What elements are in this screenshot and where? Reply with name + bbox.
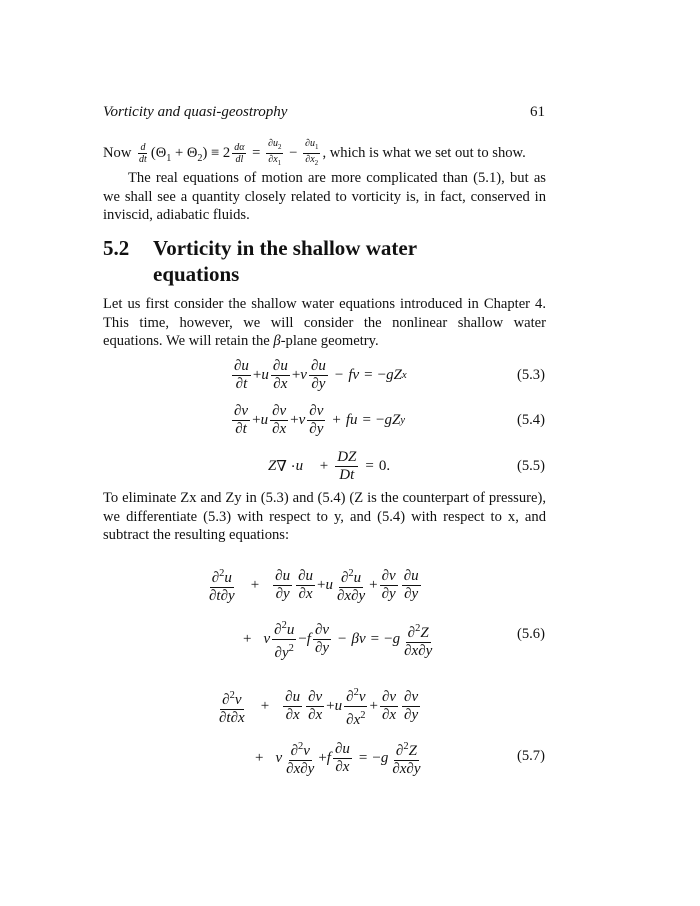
section-title-line2: equations — [153, 262, 240, 286]
para1-trail: , which is what we set out to show. — [322, 144, 526, 161]
beta-symbol: β — [273, 333, 281, 350]
equation-5-7-line1: $\frac{\partial^2v}{\partial t\partial x}$ + $\frac{\partial u}{\partial x}$ $\frac{\partial v}{\partial x}$ + u $\frac{\partial^2v}{\partial x^2}$ + $\frac{\partial v}{\partial x}$ $\frac{\partial v}{\partial y}$ — [215, 684, 422, 729]
equation-number-5-7: (5.7) — [517, 748, 545, 764]
equation-5-5: Z ∇ · u⃗ + $\frac{DZ}{Dt}$ = 0. — [268, 449, 391, 483]
para1-line2: The real equations of motion are more complicated than (5.1), but as we shall see a quantity closely related to vorticity is, in fact, conserved in inviscid, adiabatic fluids. — [103, 170, 546, 224]
paragraph-intro — [103, 295, 546, 351]
equation-5-4: $\frac{\partial v}{\partial t}$ + u $\frac{\partial v}{\partial x}$ + v $\frac{\partial v}{\partial y}$ + fu = − gZ y — [234, 403, 405, 437]
para1-lead: Now — [103, 144, 132, 161]
equation-number-5-3: (5.3) — [517, 367, 545, 383]
equation-number-5-4: (5.4) — [517, 412, 545, 428]
section-heading — [103, 235, 417, 287]
section-number: 5.2 — [103, 236, 130, 260]
paragraph-conclusion — [103, 138, 546, 225]
para2-text-b: -plane geometry. — [280, 333, 379, 350]
equation-5-7-line2: + v $\frac{\partial^2v}{\partial x\partial y}$ + f $\frac{\partial u}{\partial x}$ = − g $\frac{\partial^2Z}{\partial x\partial y}$ — [255, 738, 425, 778]
equation-5-6-line1: $\frac{\partial^2u}{\partial t\partial y}$ + $\frac{\partial u}{\partial y}$ $\frac{\partial u}{\partial x}$ + u $\frac{\partial^2u}{\partial x\partial y}$ + $\frac{\partial v}{\partial y}$ $\frac{\partial u}{\partial y}$ — [205, 565, 423, 605]
section-title-line1: Vorticity in the shallow water — [153, 236, 418, 260]
paragraph-eliminate: To eliminate Zx and Zy in (5.3) and (5.4) (Z is the counterpart of pressure), we differentiate (5.3) with respect to y, and (5.4) with respect to x, and subtract the resulting equations: — [103, 490, 546, 544]
equation-5-6-line2: + v $\frac{\partial^2u}{\partial y^2}$ − f $\frac{\partial v}{\partial y}$ − βv = − g $\frac{\partial^2Z}{\partial x\partial y}$ — [243, 617, 436, 662]
running-title: Vorticity and quasi-geostrophy — [103, 104, 288, 120]
page-number: 61 — [530, 104, 545, 120]
equation-number-5-6: (5.6) — [517, 626, 545, 642]
equation-number-5-5: (5.5) — [517, 458, 545, 474]
inline-equation: $\frac{d}{dt}$ $(\Theta_1 + \Theta_2) \equiv 2$ $\frac{d\alpha}{dl}$ = $\frac{\partial u_2}{\partial x_1}$ − $\frac{\partial u_1}{\partial x_2}$ — [139, 138, 319, 167]
equation-5-3: $\frac{\partial u}{\partial t}$ + u $\frac{\partial u}{\partial x}$ + v $\frac{\partial u}{\partial y}$ − fv = − gZ x — [234, 358, 407, 392]
para2-text-a: Let us first consider the shallow water equations introduced in Chapter 4. This time, however, we will consider the nonlinear shallow water equations. We will retain the — [103, 296, 546, 350]
